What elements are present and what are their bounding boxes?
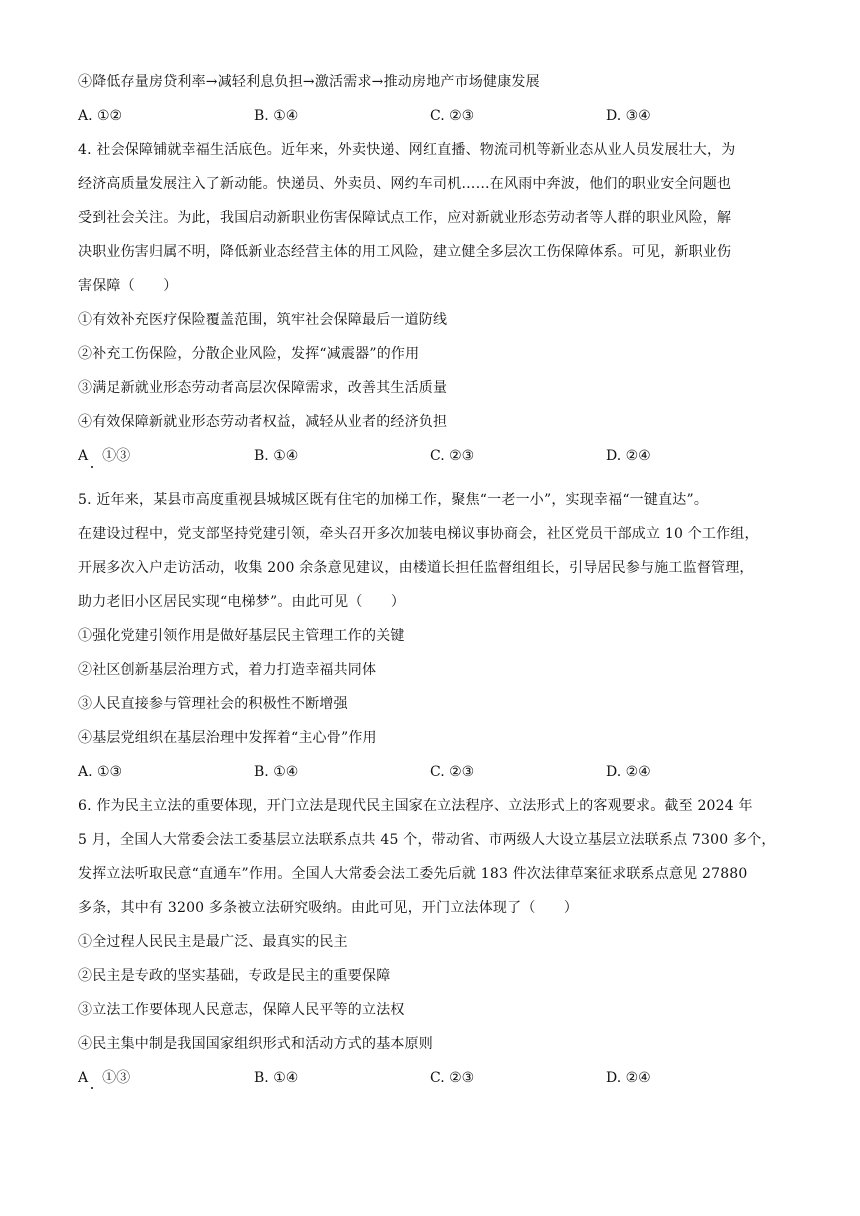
scan-dot (91, 1087, 93, 1089)
q6-item-2: ②民主是专政的坚实基础，专政是民主的重要保障 (78, 968, 391, 984)
q4-stem-line-5: 害保障（ ） (78, 278, 178, 294)
q6-stem-line-1: 6. 作为民主立法的重要体现，开门立法是现代民主国家在立法程序、立法形式上的客观要求。截至 2024 年 (78, 798, 753, 814)
q5-item-4: ④基层党组织在基层治理中发挥着“主心骨”作用 (78, 730, 377, 746)
q4-item-1: ①有效补充医疗保险覆盖范围，筑牢社会保障最后一道防线 (78, 312, 448, 328)
q4-option-a[interactable]: A ①③ (78, 448, 131, 464)
q4-options (78, 446, 790, 466)
q3-item-4: ④降低存量房贷利率→减轻利息负担→激活需求→推动房地产市场健康发展 (78, 74, 540, 90)
q4-stem-line-4: 决职业伤害归属不明，降低新业态经营主体的用工风险，建立健全多层次工伤保障体系。可见，新职业伤 (78, 244, 732, 260)
q6-option-a[interactable]: A ①③ (78, 1070, 131, 1086)
q6-option-c[interactable]: C. ②③ (430, 1070, 475, 1086)
q4-stem-line-3: 受到社会关注。为此，我国启动新职业伤害保障试点工作，应对新就业形态劳动者等人群的职业风险，解 (78, 210, 732, 226)
q6-item-4: ④民主集中制是我国国家组织形式和活动方式的基本原则 (78, 1036, 433, 1052)
scan-dot (91, 466, 93, 468)
q3-option-d[interactable]: D. ③④ (606, 108, 651, 124)
q6-item-1: ①全过程人民民主是最广泛、最真实的民主 (78, 934, 348, 950)
q3-options (78, 106, 790, 126)
q6-options (78, 1068, 790, 1088)
q5-item-1: ①强化党建引领作用是做好基层民主管理工作的关键 (78, 628, 405, 644)
q3-option-a[interactable]: A. ①② (78, 108, 123, 124)
q5-option-c[interactable]: C. ②③ (430, 764, 475, 780)
q4-option-b[interactable]: B. ①④ (254, 448, 299, 464)
q5-stem-line-2: 在建设过程中，党支部坚持党建引领，牵头召开多次加装电梯议事协商会，社区党员干部成立 10 个工作组， (78, 526, 759, 542)
q5-item-3: ③人民直接参与管理社会的积极性不断增强 (78, 696, 348, 712)
q4-item-2: ②补充工伤保险，分散企业风险，发挥“减震器”的作用 (78, 346, 420, 362)
q3-option-c[interactable]: C. ②③ (430, 108, 475, 124)
q6-option-d[interactable]: D. ②④ (606, 1070, 651, 1086)
q4-item-4: ④有效保障新就业形态劳动者权益，减轻从业者的经济负担 (78, 414, 448, 430)
q6-stem-line-2: 5 月，全国人大常委会法工委基层立法联系点共 45 个，带动省、市两级人大设立基层立法联系点 7300 多个， (78, 832, 776, 848)
q4-option-c[interactable]: C. ②③ (430, 448, 475, 464)
q3-option-b[interactable]: B. ①④ (254, 108, 299, 124)
q5-item-2: ②社区创新基层治理方式，着力打造幸福共同体 (78, 662, 377, 678)
q4-option-d[interactable]: D. ②④ (606, 448, 651, 464)
q6-stem-line-3: 发挥立法听取民意“直通车”作用。全国人大常委会法工委先后就 183 件次法律草案征求联系点意见 27880 (78, 866, 748, 882)
q5-stem-line-3: 开展多次入户走访活动，收集 200 余条意见建议，由楼道长担任监督组组长，引导居民参与施工监督管理， (78, 560, 754, 576)
q4-stem-line-1: 4. 社会保障铺就幸福生活底色。近年来，外卖快递、网红直播、物流司机等新业态从业人员发展壮大，为 (78, 142, 736, 158)
q6-item-3: ③立法工作要体现人民意志，保障人民平等的立法权 (78, 1002, 405, 1018)
q4-stem-line-2: 经济高质量发展注入了新动能。快递员、外卖员、网约车司机……在风雨中奔波，他们的职业安全问题也 (78, 176, 732, 192)
q6-stem-line-4: 多条，其中有 3200 多条被立法研究吸纳。由此可见，开门立法体现了（ ） (78, 900, 579, 916)
q5-options (78, 762, 790, 782)
q5-stem-line-4: 助力老旧小区居民实现“电梯梦”。由此可见（ ） (78, 594, 406, 610)
q5-option-b[interactable]: B. ①④ (254, 764, 299, 780)
q5-stem-line-1: 5. 近年来，某县市高度重视县城城区既有住宅的加梯工作，聚焦“一老一小”，实现幸福“一键直达”。 (78, 492, 709, 508)
q5-option-d[interactable]: D. ②④ (606, 764, 651, 780)
q4-item-3: ③满足新就业形态劳动者高层次保障需求，改善其生活质量 (78, 380, 448, 396)
q5-option-a[interactable]: A. ①③ (78, 764, 123, 780)
q6-option-b[interactable]: B. ①④ (254, 1070, 299, 1086)
